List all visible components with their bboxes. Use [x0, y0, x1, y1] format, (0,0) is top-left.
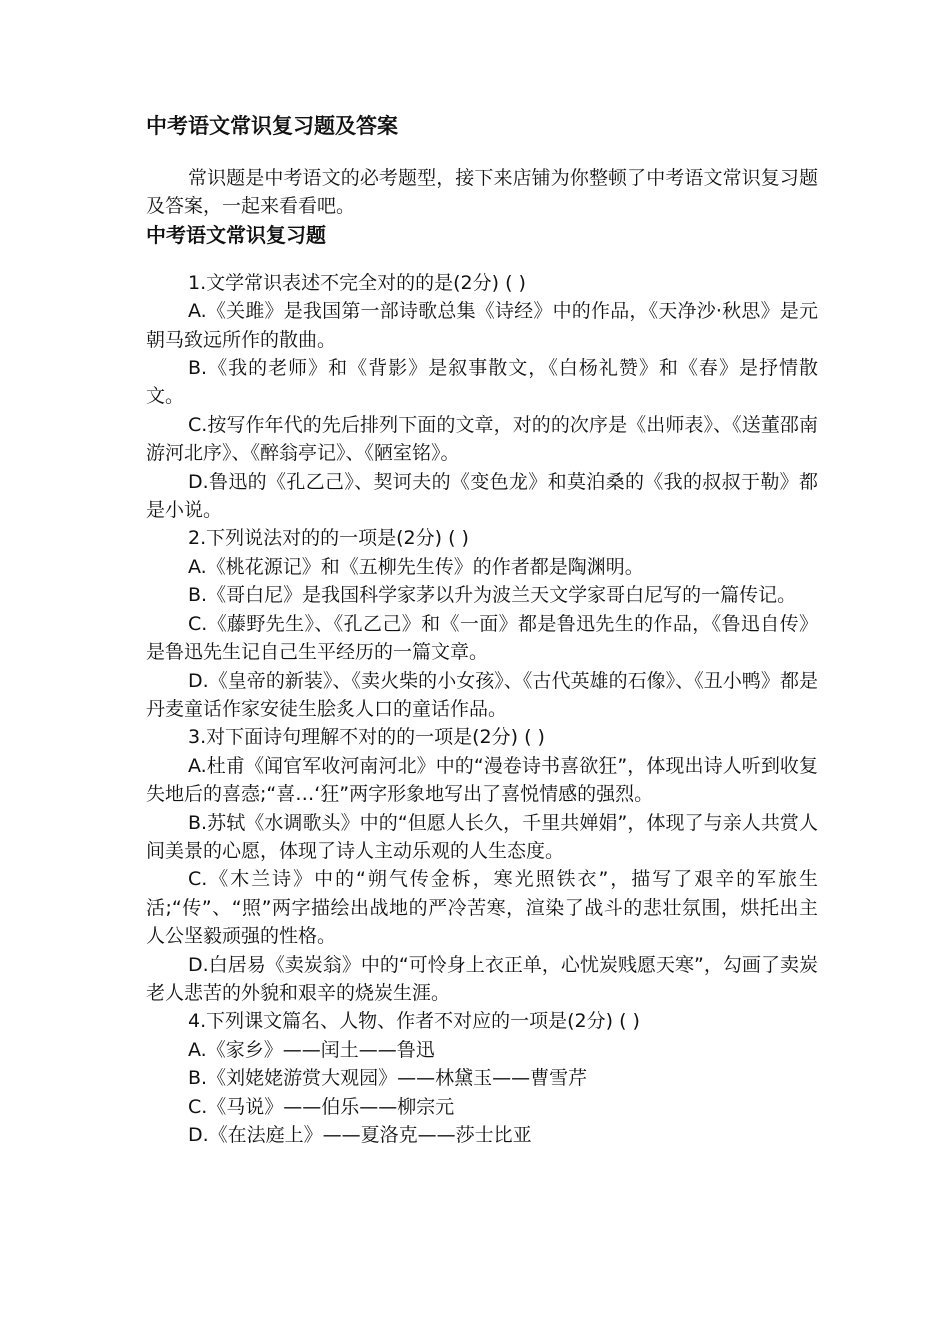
question-4-option-b: B.《刘姥姥游赏大观园》——林黛玉——曹雪芹 — [188, 1067, 588, 1090]
intro-paragraph: 常识题是中考语文的必考题型，接下来店铺为你整顿了中考语文常识复习题及答案，一起来看看吧。 — [146, 167, 818, 218]
question-3-option-b: B.苏轼《水调歌头》中的“但愿人长久，千里共婵娟”，体现了与亲人共赏人间美景的心愿，体现了诗人主动乐观的人生态度。 — [146, 811, 818, 862]
question-4-option-d: D.《在法庭上》——夏洛克——莎士比亚 — [188, 1124, 532, 1146]
section-title: 中考语文常识复习题 — [146, 222, 326, 247]
document-page — [146, 112, 818, 1149]
question-3-option-c: C.《木兰诗》中的“朔气传金柝，寒光照铁衣”，描写了艰辛的军旅生活;“传”、“照”两字描绘出战地的严冷苦寒，渲染了战斗的悲壮氛围，烘托出主人公坚毅顽强的性格。 — [146, 868, 818, 948]
question-1: 1.文学常识表述不完全对的的是(2分) ( ) — [188, 271, 526, 294]
question-2: 2.下列说法对的的一项是(2分) ( ) — [188, 527, 469, 550]
question-3-option-d: D.白居易《卖炭翁》中的“可怜身上衣正单，心忧炭贱愿天寒”，勾画了卖炭老人悲苦的外貌和艰辛的烧炭生涯。 — [146, 953, 818, 1004]
question-1-option-b: B.《我的老师》和《背影》是叙事散文，《白杨礼赞》和《春》是抒情散文。 — [146, 357, 818, 408]
question-2-option-c: C.《藤野先生》、《孔乙己》和《一面》都是鲁迅先生的作品，《鲁迅自传》是鲁迅先生记自己生平经历的一篇文章。 — [146, 612, 818, 664]
question-2-option-d: D.《皇帝的新装》、《卖火柴的小女孩》、《古代英雄的石像》、《丑小鸭》都是丹麦童话作家安徒生脍炙人口的童话作品。 — [146, 669, 818, 720]
question-1-option-d: D.鲁迅的《孔乙己》、契诃夫的《变色龙》和莫泊桑的《我的叔叔于勒》都是小说。 — [146, 470, 818, 522]
question-4-option-c: C.《马说》——伯乐——柳宗元 — [188, 1095, 455, 1118]
question-3: 3.对下面诗句理解不对的的一项是(2分) ( ) — [188, 726, 545, 749]
question-1-option-a: A.《关雎》是我国第一部诗歌总集《诗经》中的作品，《天净沙·秋思》是元朝马致远所作的散曲。 — [146, 300, 818, 351]
question-2-option-b: B.《哥白尼》是我国科学家茅以升为波兰天文学家哥白尼写的一篇传记。 — [188, 584, 797, 607]
question-2-option-a: A.《桃花源记》和《五柳先生传》的作者都是陶渊明。 — [188, 555, 644, 578]
question-4: 4.下列课文篇名、人物、作者不对应的一项是(2分) ( ) — [188, 1010, 640, 1033]
question-4-option-a: A.《家乡》——闰土——鲁迅 — [188, 1038, 435, 1061]
document-title: 中考语文常识复习题及答案 — [146, 114, 398, 138]
question-1-option-c: C.按写作年代的先后排列下面的文章，对的的次序是《出师表》、《送董邵南游河北序》、《醉翁亭记》、《陋室铭》。 — [146, 413, 818, 465]
question-3-option-a: A.杜甫《闻官军收河南河北》中的“漫卷诗书喜欲狂”，体现出诗人听到收复失地后的喜悫;“喜…‘狂”两字形象地写出了喜悦情感的强烈。 — [146, 754, 818, 806]
